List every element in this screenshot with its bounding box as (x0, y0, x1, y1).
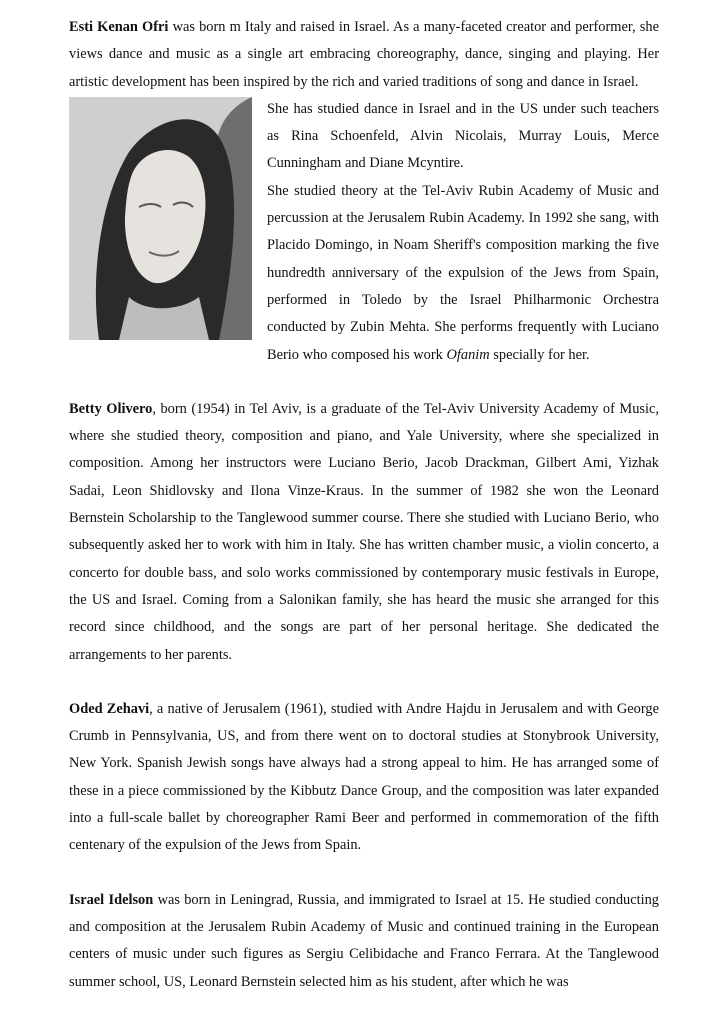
bio-text: was born in Leningrad, Russia, and immigrated to Israel at 15. He studied conducting and composition at the Jerusalem Rubin Academy of Music and continued training in the European centers of music under such figures as Sergiu Celibidache and Franco Ferrara. At the Tanglewood summer school, US, Leonard Bernstein selected him as his student, after which he was (69, 891, 659, 990)
bio-esti-continued (267, 96, 659, 369)
bio-name: Esti Kenan Ofri (69, 19, 169, 35)
bio-text: She has studied dance in Israel and in the US under such teachers as Rina Schoenfeld, Alvin Nicolais, Murray Louis, Merce Cunningham and Diane Mcyntire. (267, 100, 659, 172)
bio-esti-training (267, 96, 659, 178)
document-page (69, 14, 659, 996)
portrait-illustration (69, 97, 252, 340)
bio-esti-intro (69, 14, 659, 96)
bio-oded (69, 696, 659, 860)
portrait-photo (69, 97, 252, 340)
bio-name: Oded Zehavi (69, 700, 150, 717)
bio-text: , a native of Jerusalem (1961), studied with Andre Hajdu in Jerusalem and with George Crumb in Pennsylvania, US, and from there went on to doctoral studies at Stonybrook University, New York. Spanish Jewish songs have always had a strong appeal to him. He has arranged some of these in a piece commissioned by the Kibbutz Dance Group, and the composition was later expanded into a full-scale ballet by choreographer Rami Beer and performed in commemoration of the fifth centenary of the expulsion of the Jews from Spain. (69, 700, 659, 854)
bio-betty (69, 396, 659, 669)
bio-name: Israel Idelson (69, 891, 154, 908)
bio-esti-studies (267, 178, 659, 369)
paragraph-gap (69, 369, 659, 396)
bio-text: was born m Italy and raised in Israel. As a many-faceted creator and performer, she views dance and music as a single art embracing choreography, dance, singing and playing. Her artistic development has been inspired by the rich and varied traditions of song and dance in Israel. (69, 19, 659, 90)
work-title: Ofanim (446, 346, 490, 363)
bio-text: She studied theory at the Tel-Aviv Rubin Academy of Music and percussion at the Jerusalem Rubin Academy. In 1992 she sang, with Placido Domingo, in Noam Sheriff's composition marking the five hundredth anniversary of the expulsion of the Jews from Spain, performed in Toledo by the Israel Philharmonic Orchestra conducted by Zubin Mehta. She performs frequently with Luciano Berio who composed his work (267, 182, 659, 363)
paragraph-gap (69, 860, 659, 887)
bio-israel (69, 887, 659, 996)
bio-name: Betty Olivero (69, 400, 153, 417)
bio-text: , born (1954) in Tel Aviv, is a graduate of the Tel-Aviv University Academy of Music, where she studied theory, composition and piano, and Yale University, where she specialized in composition. Among her instructors were Luciano Berio, Jacob Drackman, Gilbert Ami, Yizhak Sadai, Leon Shidlovsky and Ilona Vinze-Kraus. In the summer of 1982 she won the Leonard Bernstein Scholarship to the Tanglewood summer course. There she studied with Luciano Berio, who subsequently asked her to work with him in Italy. She has written chamber music, a violin concerto, a concerto for double bass, and solo works commissioned by contemporary music festivals in Europe, the US and Israel. Coming from a Salonikan family, she has heard the music she arranged for this record since childhood, and the songs are part of her personal heritage. She dedicated the arrangements to her parents. (69, 400, 659, 663)
paragraph-gap (69, 669, 659, 696)
bio-text: specially for her. (493, 346, 590, 363)
